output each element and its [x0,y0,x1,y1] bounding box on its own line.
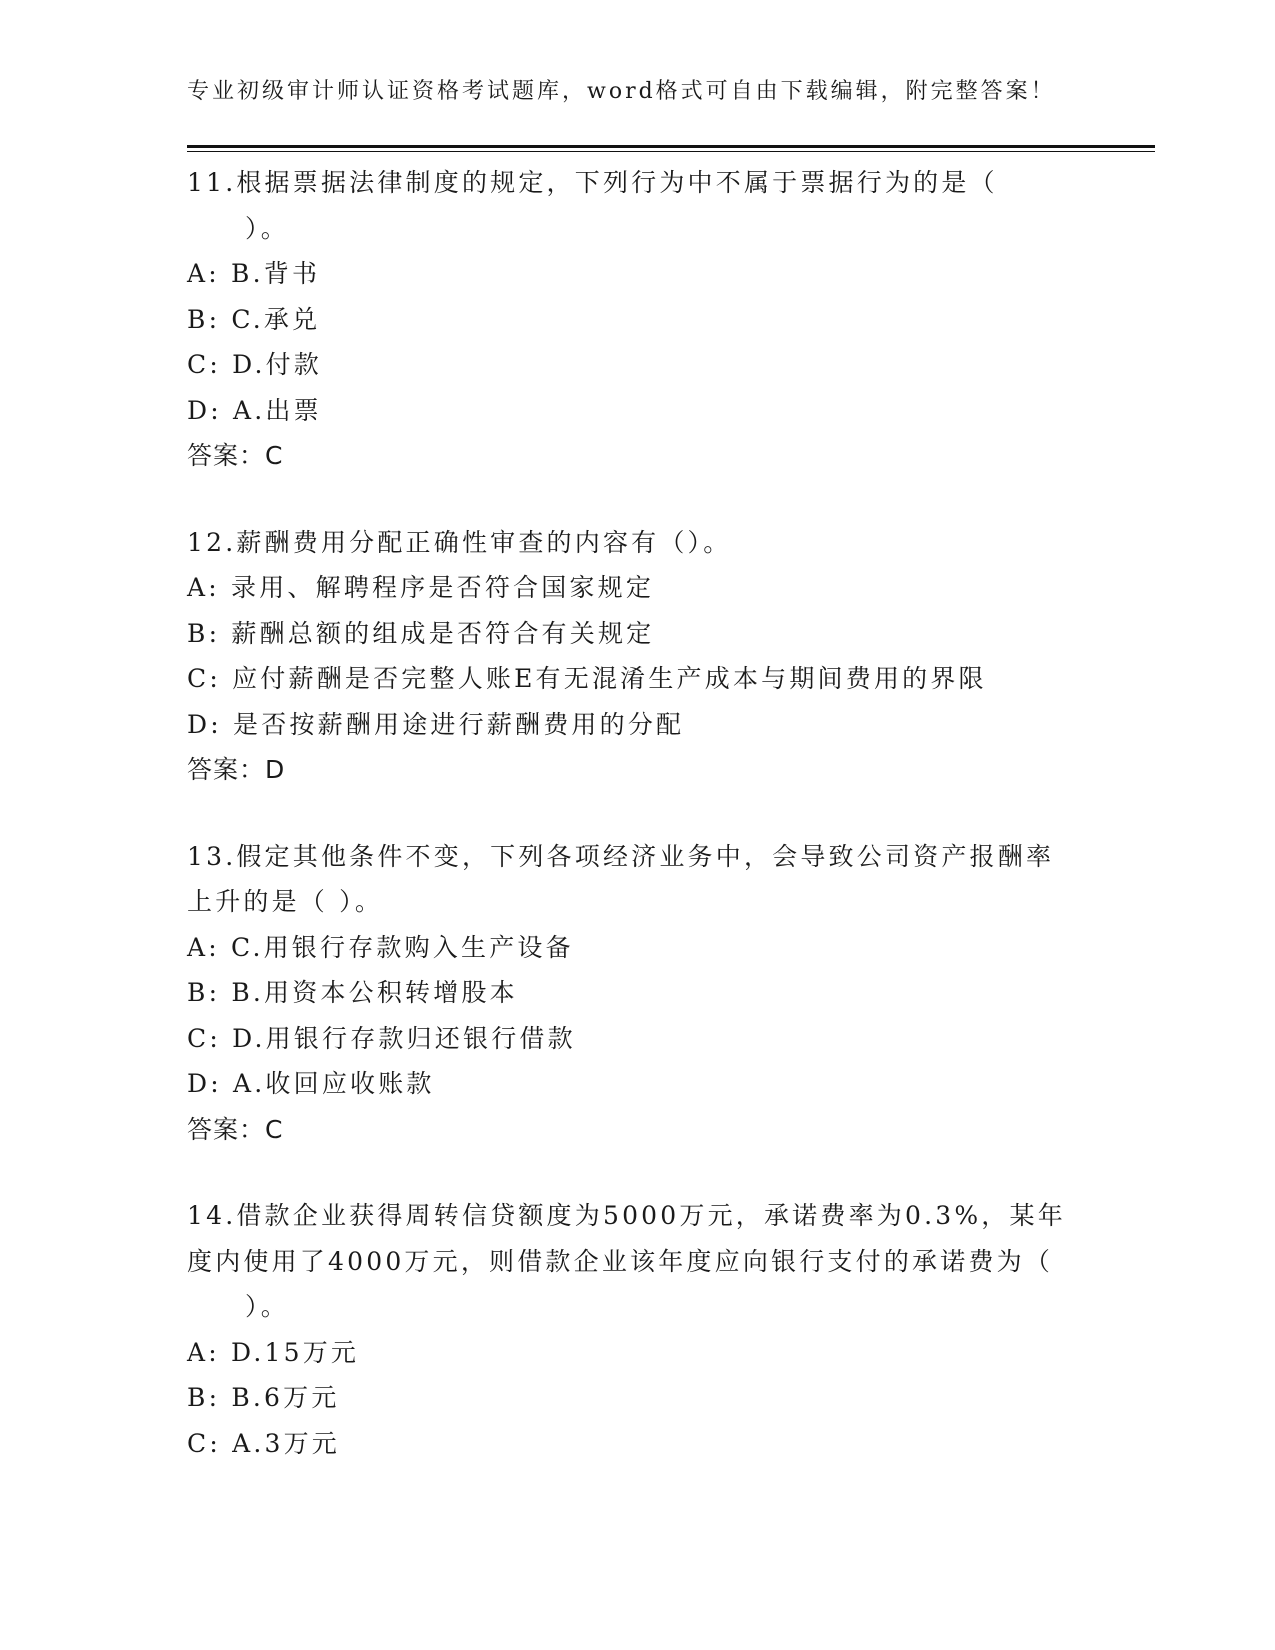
option-c: C: D.用银行存款归还银行借款 [187,1023,576,1053]
question-stem-line: 11.根据票据法律制度的规定，下列行为中不属于票据行为的是（ [187,168,998,197]
question-12 [187,520,1087,793]
option-d: D: 是否按薪酬用途进行薪酬费用的分配 [187,709,685,739]
question-13 [187,834,1087,1153]
option-c: C: D.付款 [187,350,322,379]
answer-line: 答案：C [187,441,284,470]
header-rule-thin [187,151,1155,152]
answer-line: 答案：C [187,1114,284,1144]
option-b: B: C.承兑 [187,304,321,334]
header-note: 专业初级审计师认证资格考试题库，word格式可自由下载编辑，附完整答案！ [187,79,1056,104]
option-a: A: D.15万元 [187,1337,360,1367]
option-a: A: C.用银行存款购入生产设备 [187,932,574,962]
question-list [187,160,1087,1507]
option-d: D: A.出票 [187,395,322,425]
option-b: B: B.6万元 [187,1383,340,1412]
question-stem-line: ）。 [245,213,289,243]
question-14 [187,1193,1087,1466]
question-stem-line: 14.借款企业获得周转信贷额度为5000万元，承诺费率为0.3%，某年 [187,1201,1066,1230]
question-11 [187,160,1087,479]
question-stem-line: 12.薪酬费用分配正确性审查的内容有（）。 [187,527,732,557]
header-rule-thick [187,145,1155,148]
option-c: C: A.3万元 [187,1428,341,1458]
option-d: D: A.收回应收账款 [187,1069,435,1098]
question-stem-line: 度内使用了4000万元，则借款企业该年度应向银行支付的承诺费为（ [187,1246,1054,1276]
option-c: C: 应付薪酬是否完整人账E有无混淆生产成本与期间费用的界限 [187,664,987,693]
option-b: B: 薪酬总额的组成是否符合有关规定 [187,618,655,648]
question-stem-line: 13.假定其他条件不变，下列各项经济业务中，会导致公司资产报酬率 [187,841,1055,871]
question-stem-line: ）。 [245,1292,289,1321]
option-a: A: B.背书 [187,259,321,288]
answer-line: 答案：D [187,755,286,784]
option-b: B: B.用资本公积转增股本 [187,978,518,1007]
question-stem-line: 上升的是（ ）。 [187,887,384,916]
option-a: A: 录用、解聘程序是否符合国家规定 [187,573,655,602]
